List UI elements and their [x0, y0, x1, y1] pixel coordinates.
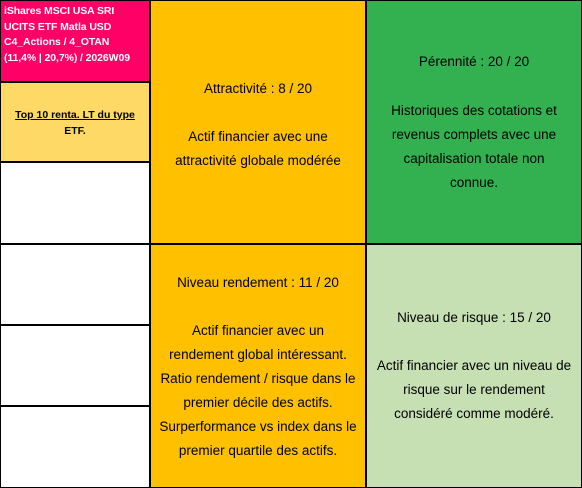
attractivite-body-line: attractivité globale modérée: [175, 153, 341, 168]
top10-label-line-2: ETF.: [64, 125, 86, 137]
perennite-body-line: Historiques des cotations et: [391, 103, 557, 118]
empty-cell-2: [0, 244, 150, 325]
fund-title-line-3: C4_Actions / 4_OTAN: [4, 36, 110, 48]
rendement-body-line: Surperformance vs index dans le: [159, 419, 357, 434]
top10-label-line-1: Top 10 renta. LT du type: [15, 109, 135, 121]
perennite-body: [367, 99, 581, 195]
risque-body-line: risque sur le rendement: [403, 382, 545, 397]
rendement-cell: [150, 244, 366, 488]
rendement-body: [151, 319, 365, 463]
fund-title-cell: [0, 0, 150, 82]
perennite-body-line: revenus complets avec une: [391, 127, 557, 142]
perennite-heading: Pérennité : 20 / 20: [418, 54, 530, 69]
perennite-body-line: capitalisation totale non: [403, 151, 545, 166]
risque-cell: [366, 244, 582, 488]
attractivite-heading: Attractivité : 8 / 20: [203, 81, 313, 96]
fund-title-line-4: (11,4% | 20,7%) / 2026W09: [4, 51, 130, 64]
risque-body-line: Actif financier avec un niveau de: [376, 358, 572, 373]
fund-title-line-1: iShares MSCI USA SRI: [4, 5, 115, 17]
attractivite-body-line: Actif financier avec une: [188, 129, 328, 144]
empty-cell-4: [0, 406, 150, 488]
empty-cell-3: [0, 325, 150, 406]
rendement-body-line: premier quartile des actifs.: [178, 443, 338, 458]
top10-cell: [0, 82, 150, 162]
rendement-body-line: Ratio rendement / risque dans le: [160, 371, 356, 386]
empty-cell-1: [0, 162, 150, 244]
perennite-body-line: connue.: [449, 175, 499, 190]
risque-body: [367, 354, 581, 426]
attractivite-body: [151, 125, 365, 173]
rendement-body-line: premier décile des actifs.: [183, 395, 333, 410]
attractivite-cell: [150, 0, 366, 244]
risque-body-line: considéré comme modéré.: [394, 406, 554, 421]
rendement-body-line: Actif financier avec un: [191, 323, 325, 338]
fund-title-line-2: UCITS ETF Matla USD: [4, 20, 112, 33]
risque-heading: Niveau de risque : 15 / 20: [397, 310, 551, 325]
perennite-cell: [366, 0, 582, 244]
rendement-heading: Niveau rendement : 11 / 20: [177, 275, 339, 290]
rendement-body-line: rendement global intéressant.: [169, 347, 347, 362]
